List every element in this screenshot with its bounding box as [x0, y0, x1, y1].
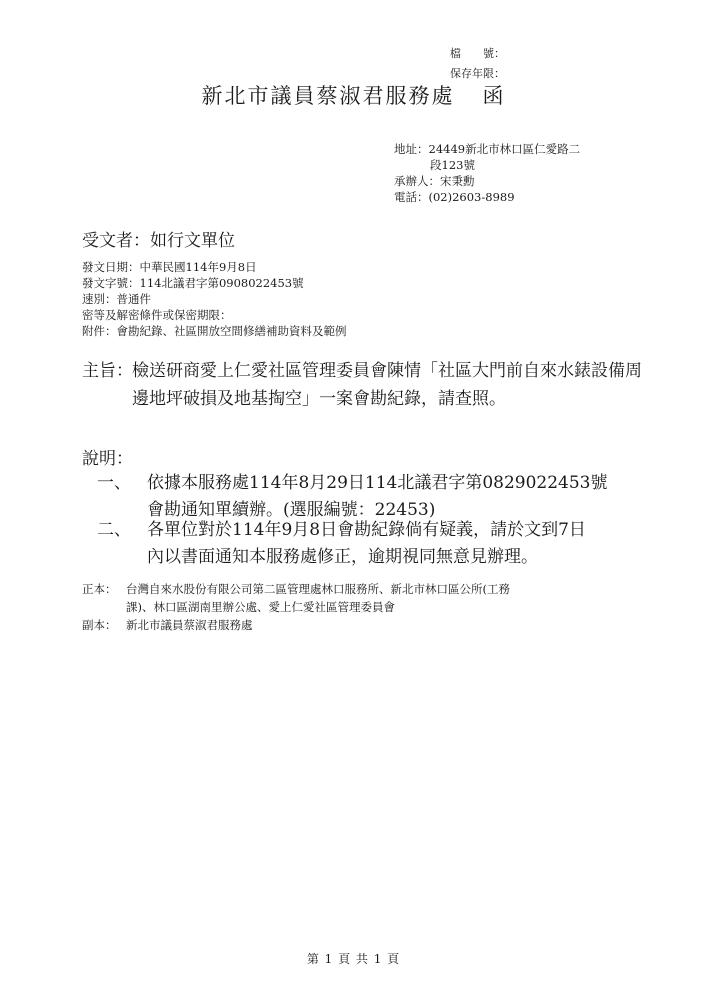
copy-recipients-text: 新北市議員蔡淑君服務處 [126, 618, 253, 632]
item-text-line1: 依據本服務處114年8月29日114北議君字第0829022453號 [147, 473, 608, 493]
retention-period-label: 保存年限： [450, 67, 505, 80]
explanation-label: 說明： [82, 449, 133, 469]
explanation-item [97, 470, 637, 524]
main-recipients-line1: 台灣自來水股份有限公司第二區管理處林口服務所、新北市林口區公所(工務 [126, 582, 510, 596]
subject [82, 357, 642, 413]
document-number: 發文字號：114北議君字第0908022453號 [82, 276, 304, 290]
recipient: 受文者：如行文單位 [82, 231, 235, 251]
distribution-list [82, 580, 622, 634]
item-text-line2: 內以書面通知本服務處修正，逾期視同無意見辦理。 [147, 547, 538, 567]
document-title [0, 80, 707, 110]
subject-text: 檢送研商愛上仁愛社區管理委員會陳情「社區大門前自來水錶設備周邊地坪破損及地基掏空」一案會勘紀錄，請查照。 [132, 361, 642, 409]
sender-address-line2: 段123號 [430, 158, 475, 172]
title-organization: 新北市議員蔡淑君服務處 [201, 84, 455, 108]
explanation-item [97, 517, 637, 571]
main-recipients-line2: 課)、林口區湖南里辦公處、愛上仁愛社區管理委員會 [126, 600, 395, 614]
main-recipients [82, 580, 622, 616]
sender-phone: 電話：(02)2603-8989 [394, 190, 515, 204]
copy-recipients [82, 616, 622, 634]
item-number: 一、 [97, 473, 131, 493]
item-text-line2: 會勘通知單續辦。(選服編號：22453) [147, 500, 436, 520]
item-number: 二、 [97, 520, 131, 540]
sender-info [394, 141, 580, 205]
copy-recipients-label: 副本： [82, 618, 117, 632]
file-number-label: 檔 號： [450, 47, 505, 60]
delivery-speed: 速別：普通件 [82, 292, 151, 306]
secrecy-level: 密等及解密條件或保密期限： [82, 308, 232, 322]
sender-contact: 承辦人：宋秉勳 [394, 174, 475, 188]
document-meta [82, 259, 347, 339]
issue-date: 發文日期：中華民國114年9月8日 [82, 260, 257, 274]
sender-address-line1: 地址：24449新北市林口區仁愛路二 [394, 142, 581, 156]
subject-label: 主旨： [82, 361, 133, 381]
item-text-line1: 各單位對於114年9月8日會勘紀錄倘有疑義，請於文到7日 [147, 520, 586, 540]
page-number: 第 1 頁 共 1 頁 [306, 952, 401, 966]
title-doc-type: 函 [482, 84, 506, 108]
attachments: 附件：會勘紀錄、社區開放空間修繕補助資料及範例 [82, 324, 347, 338]
main-recipients-label: 正本： [82, 582, 117, 596]
